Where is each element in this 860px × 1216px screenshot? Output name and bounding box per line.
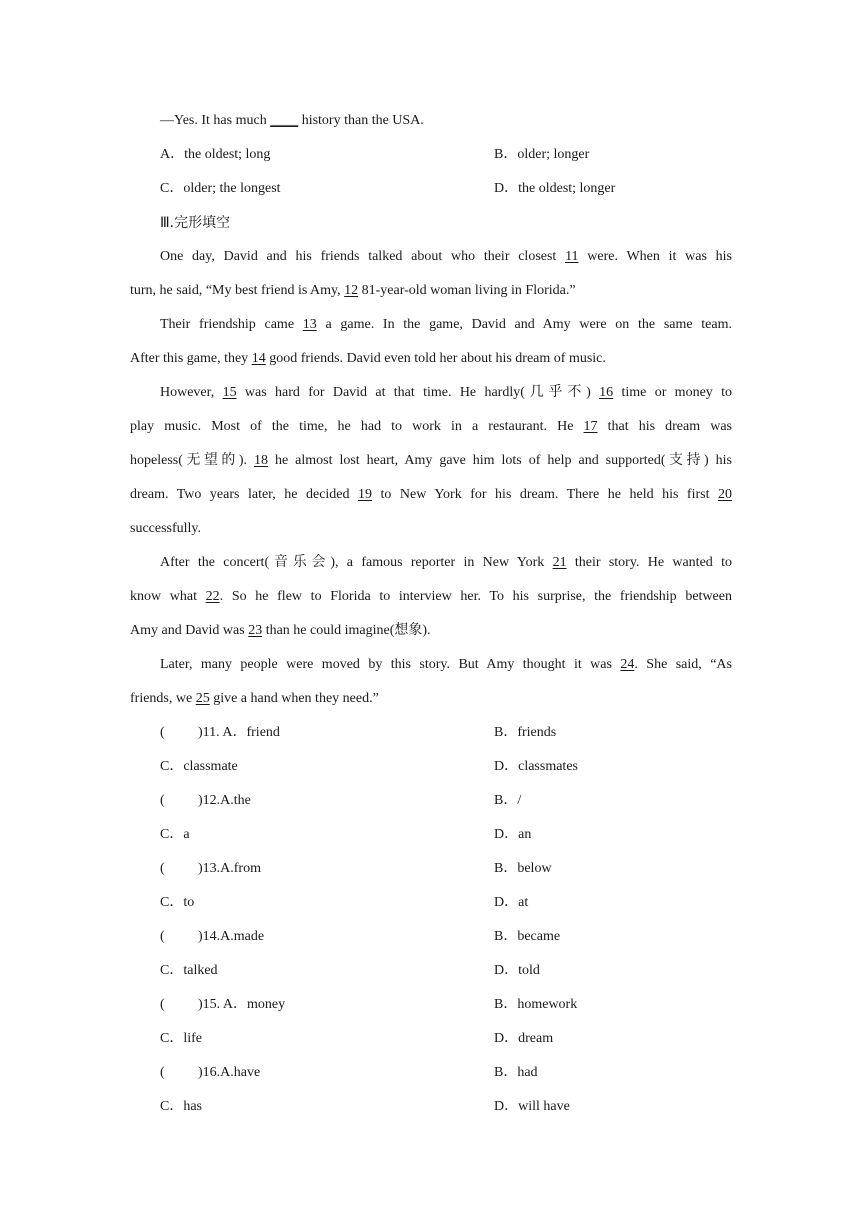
section-title: Ⅲ.完形填空 — [160, 215, 231, 231]
passage-line: One day, David and his friends talked about who their closest 11 were. When it was his — [160, 247, 732, 267]
q16-option-c: C．has — [160, 1099, 202, 1114]
prev-question-stem — [160, 111, 732, 131]
blank-15: 15 — [222, 385, 237, 400]
option-a: A．the oldest; long — [160, 147, 271, 162]
passage-line: However, 15 was hard for David at that time. He hardly(几乎不) 16 time or money to — [160, 383, 732, 403]
q14-option-d: D．told — [494, 963, 540, 978]
q15-option-c: C．life — [160, 1031, 202, 1046]
q13-option-d: D．at — [494, 895, 529, 910]
question-16: ( )16.A.have — [160, 1065, 261, 1080]
q11-option-d: D．classmates — [494, 759, 578, 774]
passage-line: After this game, they 14 good friends. David even told her about his dream of music. — [130, 349, 732, 369]
question-14: ( )14.A.made — [160, 929, 265, 944]
passage-line: Amy and David was 23 than he could imagine(想象). — [130, 621, 732, 641]
q11-option-c: C．classmate — [160, 759, 238, 774]
blank-16: 16 — [599, 385, 614, 400]
blank-22: 22 — [205, 589, 220, 604]
q12-option-c: C．a — [160, 827, 190, 842]
passage-line: turn, he said, “My best friend is Amy, 12 81-year-old woman living in Florida.” — [130, 281, 732, 301]
blank-23: 23 — [248, 623, 263, 638]
q16-option-d: D．will have — [494, 1099, 570, 1114]
passage-line: hopeless(无望的). 18 he almost lost heart, Amy gave him lots of help and supported(支持) his — [130, 451, 732, 471]
blank-14: 14 — [251, 351, 266, 366]
question-15: ( )15. A．money — [160, 997, 286, 1012]
blank-12: 12 — [344, 283, 359, 298]
q14-option-b: B．became — [494, 929, 561, 944]
q12-option-d: D．an — [494, 827, 532, 842]
stem-text: history than the USA. — [298, 113, 424, 128]
blank-11: 11 — [565, 249, 579, 264]
blank-13: 13 — [302, 317, 317, 332]
q13-option-c: C．to — [160, 895, 195, 910]
passage-line: After the concert(音乐会), a famous reporter in New York 21 their story. He wanted to — [160, 553, 732, 573]
q15-option-d: D．dream — [494, 1031, 554, 1046]
q12-option-b: B．/ — [494, 793, 522, 808]
passage-line: play music. Most of the time, he had to work in a restaurant. He 17 that his dream was — [130, 417, 732, 437]
blank-17: 17 — [583, 419, 598, 434]
blank-21: 21 — [552, 555, 567, 570]
question-13: ( )13.A.from — [160, 861, 261, 876]
q15-option-b: B．homework — [494, 997, 578, 1012]
passage-line: dream. Two years later, he decided 19 to New York for his dream. There he held his first 20 — [130, 485, 732, 505]
stem-text: —Yes. It has much — [160, 113, 271, 128]
q16-option-b: B．had — [494, 1065, 538, 1080]
option-c: C．older; the longest — [160, 181, 281, 196]
option-d: D．the oldest; longer — [494, 181, 616, 196]
q14-option-c: C．talked — [160, 963, 218, 978]
blank-19: 19 — [358, 487, 373, 502]
q13-option-b: B．below — [494, 861, 552, 876]
passage-line: friends, we 25 give a hand when they need.” — [130, 689, 732, 709]
question-11: ( )11. A．friend — [160, 725, 280, 740]
answer-blank: ____ — [270, 113, 299, 128]
passage-line: successfully. — [130, 521, 202, 536]
option-b: B．older; longer — [494, 147, 590, 162]
question-12: ( )12.A.the — [160, 793, 251, 808]
q11-option-b: B．friends — [494, 725, 557, 740]
passage-line: Later, many people were moved by this story. But Amy thought it was 24. She said, “As — [160, 655, 732, 675]
passage-line: Their friendship came 13 a game. In the game, David and Amy were on the same team. — [160, 315, 732, 335]
blank-25: 25 — [195, 691, 210, 706]
blank-20: 20 — [718, 487, 732, 502]
passage-line: know what 22. So he flew to Florida to interview her. To his surprise, the friendship between — [130, 587, 732, 607]
blank-18: 18 — [253, 453, 268, 468]
blank-24: 24 — [620, 657, 635, 672]
